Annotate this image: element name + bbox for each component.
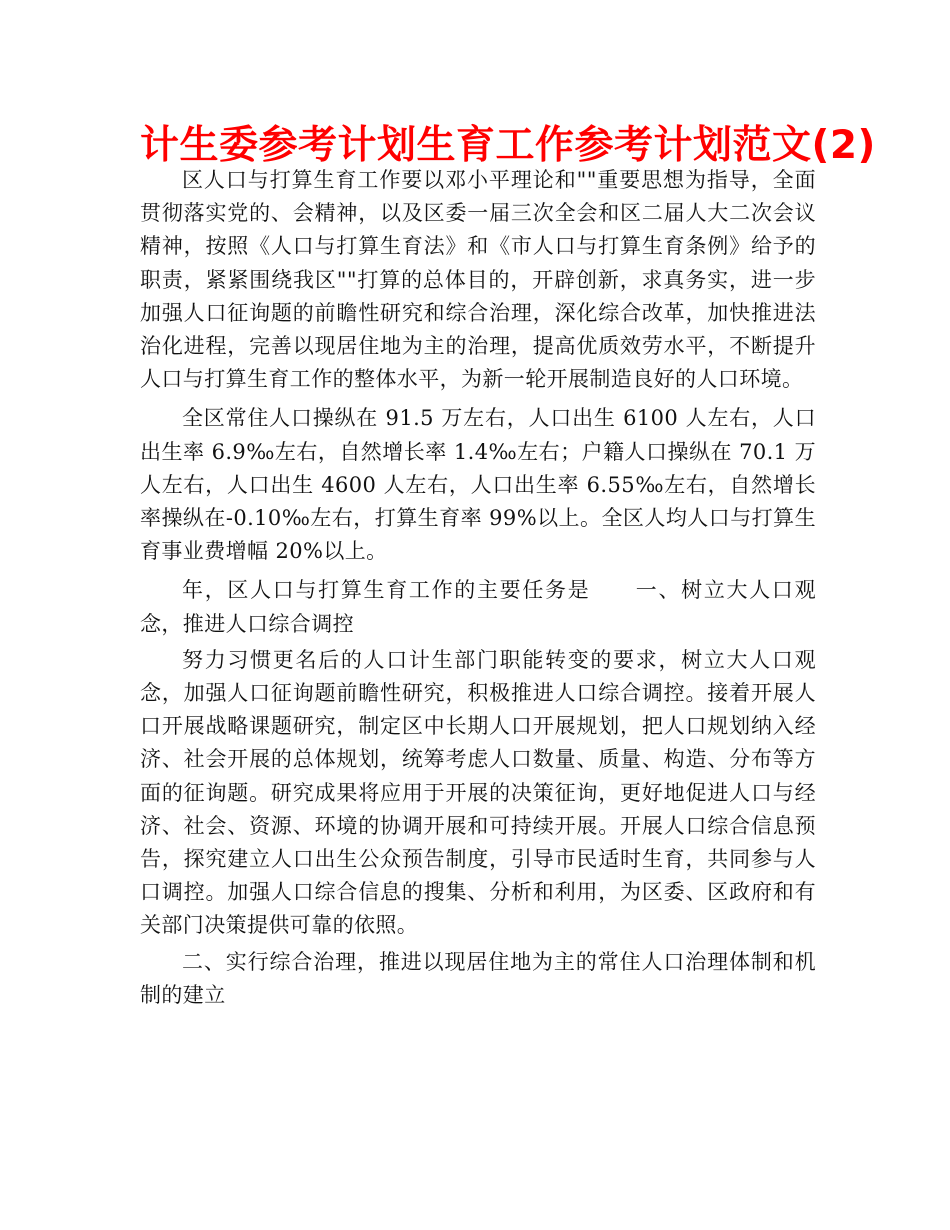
paragraph-population-regulation: 努力习惯更名后的人口计生部门职能转变的要求，树立大人口观念，加强人口征询题前瞻性研究，积极推进人口综合调控。接着开展人口开展战略课题研究，制定区中长期人口开展规划，把人口规划纳入经济、社会开展的总体规划，统筹考虑人口数量、质量、构造、分布等方面的征询题。研究成果将应用于开展的决策征询，更好地促进人口与经济、社会、资源、环境的协调开展和可持续开展。开展人口综合信息预告，探究建立人口出生公众预告制度，引导市民适时生育，共同参与人口调控。加强人口综合信息的搜集、分析和利用，为区委、区政府和有关部门决策提供可靠的依照。 <box>140 647 816 938</box>
paragraph-section-two-heading: 二、实行综合治理，推进以现居住地为主的常住人口治理体制和机制的建立 <box>140 949 816 1007</box>
paragraph-population-targets: 全区常住人口操纵在 91.5 万左右，人口出生 6100 人左右，人口出生率 6.9‰左右，自然增长率 1.4‰左右；户籍人口操纵在 70.1 万人左右，人口出生 4600 人左右，人口出生率 6.55‰左右，自然增长率操纵在-0.10‰左右，打算生育率 99%以上。全区人均人口与打算生育事业费增幅 20%以上。 <box>140 406 816 564</box>
document-title: 计生委参考计划生育工作参考计划范文(2) <box>140 123 876 168</box>
paragraph-main-tasks-heading: 年，区人口与打算生育工作的主要任务是 一、树立大人口观念，推进人口综合调控 <box>140 578 816 636</box>
paragraph-guiding-ideology: 区人口与打算生育工作要以邓小平理论和""重要思想为指导，全面贯彻落实党的、会精神，以及区委一届三次全会和区二届人大二次会议精神，按照《人口与打算生育法》和《市人口与打算生育条例》给予的职责，紧紧围绕我区""打算的总体目的，开辟创新，求真务实，进一步加强人口征询题的前瞻性研究和综合治理，深化综合改革，加快推进法治化进程，完善以现居住地为主的治理，提高优质效劳水平，不断提升人口与打算生育工作的整体水平，为新一轮开展制造良好的人口环境。 <box>140 168 816 392</box>
document-body <box>140 164 816 1015</box>
